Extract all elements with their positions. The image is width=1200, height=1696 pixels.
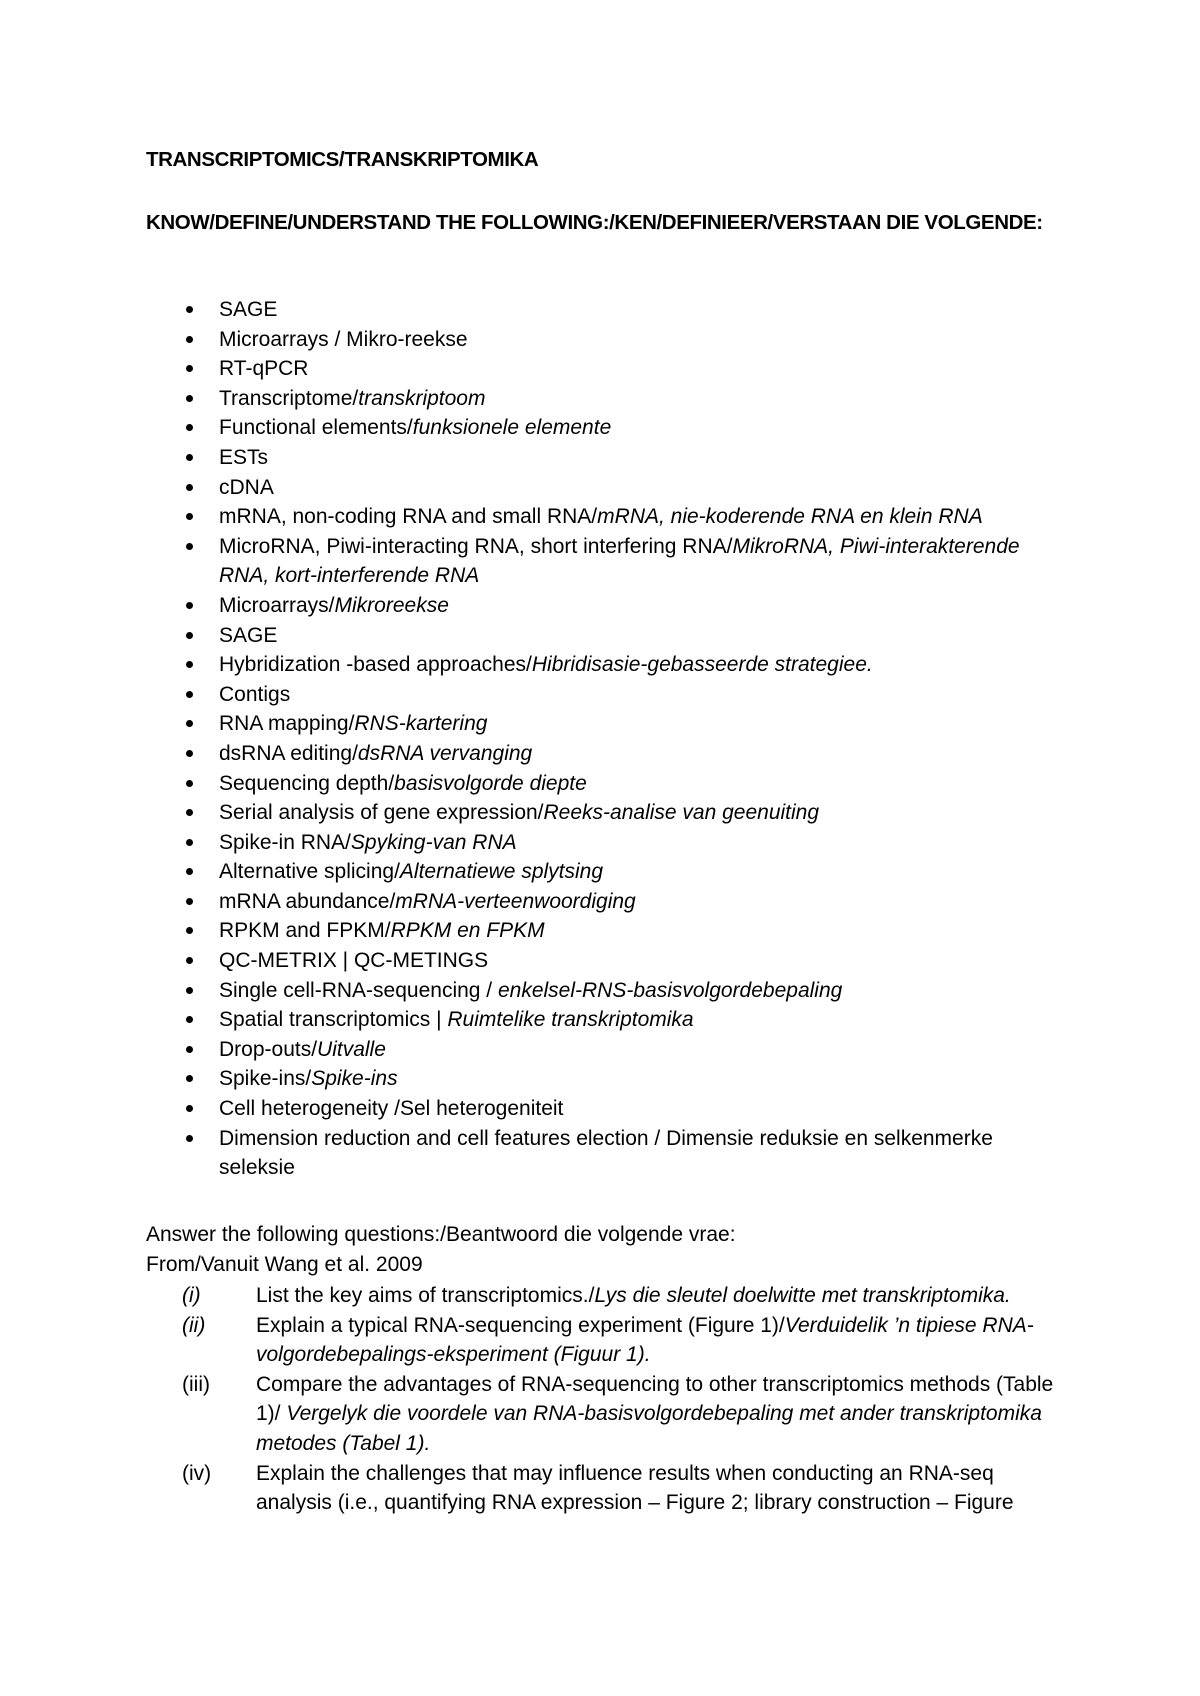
term-english: Transcriptome/ (219, 386, 359, 410)
term-english: Hybridization -based approaches/ (219, 653, 532, 677)
question-item (146, 1370, 1066, 1459)
bullet-icon (186, 513, 193, 520)
bullet-icon (186, 987, 193, 994)
term-item (146, 621, 1066, 651)
term-item (146, 295, 1066, 325)
term-item (146, 709, 1066, 739)
bullet-icon (186, 898, 193, 905)
bullet-icon (186, 543, 193, 550)
term-item (146, 354, 1066, 384)
term-afrikaans: Hibridisasie-gebasseerde strategiee. (531, 653, 873, 677)
term-english: Serial analysis of gene expression/ (219, 801, 544, 825)
term-afrikaans: Reeks-analise van geenuiting (543, 801, 820, 825)
intro-line-instructions: Answer the following questions:/Beantwoord die volgende vrae: (146, 1223, 736, 1246)
bullet-icon (186, 868, 193, 875)
bullet-icon (186, 780, 193, 787)
term-afrikaans: Ruimtelike transkriptomika (447, 1008, 694, 1032)
term-afrikaans: mRNA, nie-koderende RNA en klein RNA (597, 505, 983, 529)
term-english: SAGE (219, 298, 278, 321)
questions-list (146, 1281, 1066, 1518)
questions-intro (146, 1220, 736, 1279)
term-english: RT-qPCR (219, 357, 309, 381)
bullet-icon (186, 336, 193, 343)
bullet-icon (186, 454, 193, 461)
document-subtitle: KNOW/DEFINE/UNDERSTAND THE FOLLOWING:/KEN/DEFINIEER/VERSTAAN DIE VOLGENDE: (146, 211, 1043, 234)
question-english: List the key aims of transcriptomics./ (256, 1284, 595, 1307)
term-english: MicroRNA, Piwi-interacting RNA, short interfering RNA/ (219, 534, 733, 558)
bullet-icon (186, 395, 193, 402)
term-english: Spike-ins/ (219, 1067, 312, 1091)
term-english: Microarrays/ (219, 593, 335, 617)
intro-line-source: From/Vanuit Wang et al. 2009 (146, 1252, 423, 1276)
document-title: TRANSCRIPTOMICS/TRANSKRIPTOMIKA (146, 148, 539, 171)
bullet-icon (186, 632, 193, 639)
term-afrikaans: Alternatiewe splytsing (399, 860, 604, 884)
term-item (146, 443, 1066, 473)
term-english: QC-METRIX | QC-METINGS (219, 949, 489, 973)
term-english: SAGE (219, 623, 278, 647)
term-english: Spike-in RNA/ (219, 830, 351, 854)
term-english: Microarrays / Mikro-reekse (219, 327, 468, 351)
term-item (146, 976, 1066, 1006)
term-english: RPKM and FPKM/ (219, 919, 391, 943)
bullet-icon (186, 661, 193, 668)
term-english: Contigs (219, 682, 291, 706)
bullet-icon (186, 306, 193, 313)
question-item (146, 1459, 1066, 1518)
term-item (146, 413, 1066, 443)
term-afrikaans: transkriptoom (358, 386, 486, 410)
question-item (146, 1281, 1066, 1311)
term-english: RNA mapping/ (219, 712, 355, 736)
term-item (146, 532, 1066, 591)
term-afrikaans: Spike-ins (311, 1067, 398, 1091)
term-item (146, 1094, 1066, 1124)
term-english: Drop-outs/ (219, 1037, 318, 1061)
term-afrikaans: RNS-kartering (354, 712, 488, 736)
term-afrikaans: dsRNA vervanging (357, 741, 533, 765)
term-item (146, 739, 1066, 769)
bullet-icon (186, 957, 193, 964)
term-item (146, 857, 1066, 887)
term-item (146, 1005, 1066, 1035)
bullet-icon (186, 602, 193, 609)
term-english: Sequencing depth/ (219, 771, 395, 795)
term-item (146, 325, 1066, 355)
term-item (146, 1035, 1066, 1065)
term-item (146, 502, 1066, 532)
bullet-icon (186, 839, 193, 846)
term-item (146, 591, 1066, 621)
question-afrikaans: Verduidelik ’n tipiese RNA-volgordebepalings-eksperiment (Figuur 1). (256, 1313, 1034, 1367)
term-afrikaans: Spyking-van RNA (350, 830, 517, 854)
bullet-icon (186, 927, 193, 934)
term-item (146, 1124, 1066, 1183)
bullet-icon (186, 365, 193, 372)
term-afrikaans: enkelsel-RNS-basisvolgordebepaling (497, 978, 843, 1002)
bullet-icon (186, 750, 193, 757)
question-number: (iii) (182, 1372, 210, 1396)
term-item (146, 650, 1066, 680)
term-item (146, 473, 1066, 503)
term-afrikaans: basisvolgorde diepte (394, 771, 587, 795)
bullet-icon (186, 1135, 193, 1142)
question-english: Explain a typical RNA-sequencing experiment (Figure 1)/ (256, 1313, 785, 1337)
term-english: Single cell-RNA-sequencing / (219, 978, 498, 1002)
bullet-icon (186, 809, 193, 816)
term-english: Spatial transcriptomics | (219, 1008, 448, 1032)
question-afrikaans: Lys die sleutel doelwitte met transkriptomika. (594, 1284, 1011, 1307)
term-english: Alternative splicing/ (219, 860, 400, 884)
term-item (146, 887, 1066, 917)
question-number: (ii) (182, 1313, 206, 1337)
term-afrikaans: MikroRNA, Piwi-interakterende RNA, kort-interferende RNA (219, 534, 1020, 588)
question-number: (iv) (182, 1461, 212, 1485)
term-english: Cell heterogeneity /Sel heterogeniteit (219, 1097, 564, 1121)
term-item (146, 384, 1066, 414)
term-item (146, 1064, 1066, 1094)
term-item (146, 828, 1066, 858)
term-afrikaans: mRNA-verteenwoordiging (395, 889, 636, 913)
question-afrikaans: Vergelyk die voordele van RNA-basisvolgordebepaling met ander transkriptomika metodes (Tabel 1). (256, 1402, 1042, 1455)
term-english: mRNA, non-coding RNA and small RNA/ (219, 505, 598, 529)
question-english: Explain the challenges that may influence results when conducting an RNA-seq analysis (i.e., quantifying RNA expression – Figure 2; library construction – Figure (256, 1461, 1014, 1515)
term-english: Dimension reduction and cell features election / Dimensie reduksie en selkenmerke seleksie (219, 1126, 993, 1180)
term-item (146, 798, 1066, 828)
bullet-icon (186, 1075, 193, 1082)
term-afrikaans: funksionele elemente (412, 416, 612, 440)
question-number: (i) (182, 1284, 201, 1307)
term-english: dsRNA editing/ (219, 741, 358, 765)
term-english: Functional elements/ (219, 416, 413, 440)
question-item (146, 1311, 1066, 1370)
term-english: mRNA abundance/ (219, 889, 396, 913)
question-english: Compare the advantages of RNA-sequencing to other transcriptomics methods (Table 1)/ (256, 1372, 1054, 1426)
bullet-icon (186, 484, 193, 491)
bullet-icon (186, 424, 193, 431)
term-english: ESTs (219, 445, 269, 469)
term-afrikaans: RPKM en FPKM (390, 919, 545, 943)
term-afrikaans: Uitvalle (317, 1037, 386, 1061)
bullet-icon (186, 1105, 193, 1112)
terms-list (146, 295, 1066, 1183)
bullet-icon (186, 1016, 193, 1023)
term-item (146, 769, 1066, 799)
bullet-icon (186, 691, 193, 698)
term-english: cDNA (219, 475, 274, 499)
term-afrikaans: Mikroreekse (334, 593, 449, 617)
bullet-icon (186, 720, 193, 727)
term-item (146, 946, 1066, 976)
term-item (146, 680, 1066, 710)
term-item (146, 916, 1066, 946)
bullet-icon (186, 1046, 193, 1053)
